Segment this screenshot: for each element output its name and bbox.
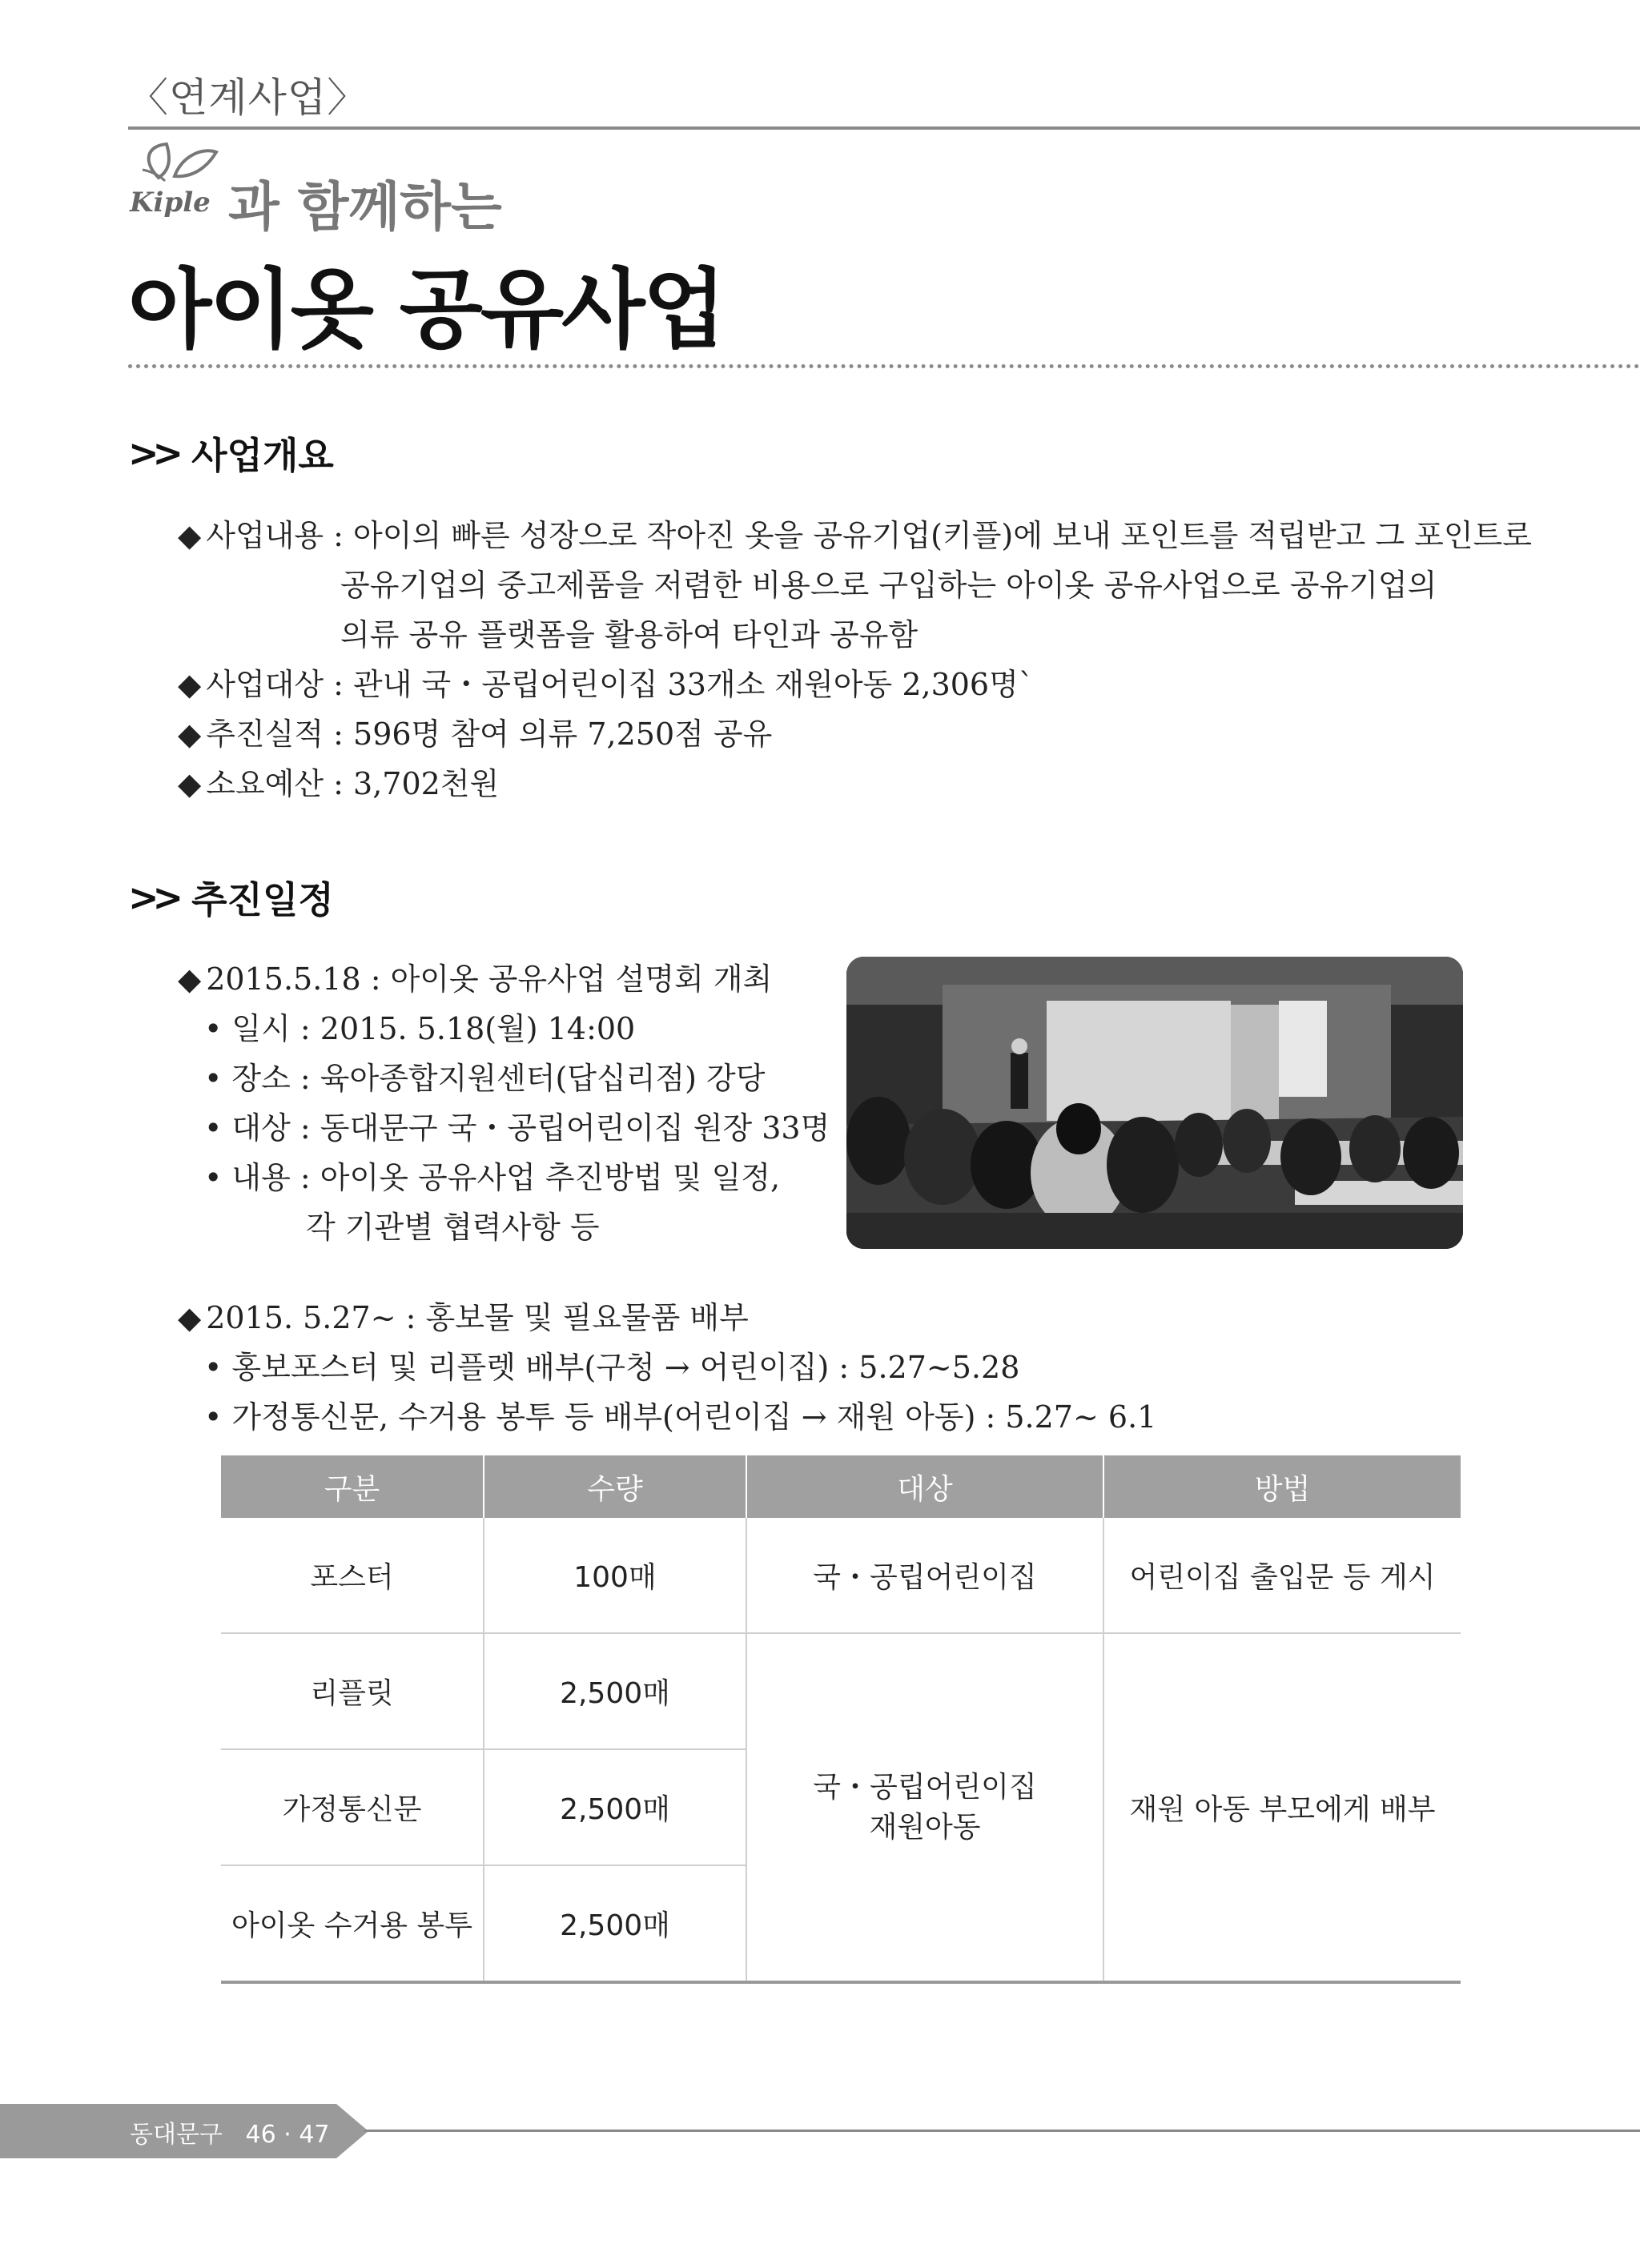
overview-item-target: ◆ 사업대상 : 관내 국・공립어린이집 33개소 재원아동 2,306명` bbox=[178, 667, 1034, 702]
dot-bullet-icon: • bbox=[204, 1110, 223, 1146]
table-header-row bbox=[221, 1455, 1461, 1518]
event1-title: ◆ 2015.5.18 : 아이옷 공유사업 설명회 개최 bbox=[178, 961, 773, 997]
diamond-bullet-icon: ◆ bbox=[178, 1300, 202, 1335]
overview-item-content: ◆ 사업내용 : 아이의 빠른 성장으로 작아진 옷을 공유기업(키플)에 보내 포인트를 적립받고 그 포인트로 bbox=[178, 518, 1532, 553]
diamond-bullet-icon: ◆ bbox=[178, 717, 202, 752]
event1-bullet: • 대상 : 동대문구 국・공립어린이집 원장 33명 bbox=[204, 1110, 830, 1146]
section-heading-schedule bbox=[128, 871, 334, 924]
dot-bullet-icon: • bbox=[204, 1399, 223, 1435]
dot-bullet-icon: • bbox=[204, 1160, 223, 1195]
column-header: 방법 bbox=[1103, 1455, 1461, 1518]
table-row bbox=[221, 1633, 1461, 1749]
table-cell: 100매 bbox=[484, 1518, 746, 1633]
section-heading-overview bbox=[128, 427, 334, 480]
page-title: 아이옷 공유사업 bbox=[128, 260, 724, 360]
table-cell-merged-target: 국・공립어린이집 재원아동 bbox=[746, 1633, 1103, 1982]
table-cell: 국・공립어린이집 bbox=[746, 1518, 1103, 1633]
table-cell: 2,500매 bbox=[484, 1749, 746, 1865]
overview-item-content-line3: 의류 공유 플랫폼을 활용하여 타인과 공유함 bbox=[340, 617, 918, 652]
svg-text:Kiple: Kiple bbox=[130, 187, 211, 219]
footer-divider bbox=[364, 2130, 1640, 2132]
table-row bbox=[221, 1518, 1461, 1633]
event1-bullet: • 장소 : 육아종합지원센터(답십리점) 강당 bbox=[204, 1061, 766, 1096]
column-header: 구분 bbox=[221, 1455, 484, 1518]
overview-item-content-line2: 공유기업의 중고제품을 저렴한 비용으로 구입하는 아이옷 공유사업으로 공유기업의 bbox=[340, 568, 1437, 603]
column-header: 수량 bbox=[484, 1455, 746, 1518]
event1-bullet: • 내용 : 아이옷 공유사업 추진방법 및 일정, bbox=[204, 1160, 781, 1195]
table-cell: 가정통신문 bbox=[221, 1749, 484, 1865]
table-cell: 아이옷 수거용 봉투 bbox=[221, 1865, 484, 1982]
section-title: 사업개요 bbox=[191, 434, 334, 477]
dot-bullet-icon: • bbox=[204, 1061, 223, 1096]
event2-bullet: • 가정통신문, 수거용 봉투 등 배부(어린이집 → 재원 아동) : 5.27~ 6.1 bbox=[204, 1399, 1157, 1435]
category-label: 〈연계사업〉 bbox=[128, 74, 368, 121]
dot-bullet-icon: • bbox=[204, 1350, 223, 1385]
footer-page-label: 동대문구 46 · 47 bbox=[130, 2121, 330, 2149]
table-cell: 어린이집 출입문 등 게시 bbox=[1103, 1518, 1461, 1633]
top-divider bbox=[128, 126, 1640, 130]
dot-bullet-icon: • bbox=[204, 1011, 223, 1046]
table-cell-merged-method: 재원 아동 부모에게 배부 bbox=[1103, 1633, 1461, 1982]
event2-bullet: • 홍보포스터 및 리플렛 배부(구청 → 어린이집) : 5.27~5.28 bbox=[204, 1350, 1020, 1385]
double-chevron-icon: >> bbox=[128, 432, 178, 475]
subtitle: 과 함께하는 bbox=[228, 176, 502, 238]
overview-item-budget: ◆ 소요예산 : 3,702천원 bbox=[178, 766, 500, 801]
table-cell: 2,500매 bbox=[484, 1865, 746, 1982]
diamond-bullet-icon: ◆ bbox=[178, 766, 202, 801]
diamond-bullet-icon: ◆ bbox=[178, 518, 202, 553]
table-cell: 리플릿 bbox=[221, 1633, 484, 1749]
double-chevron-icon: >> bbox=[128, 876, 178, 919]
column-header: 대상 bbox=[746, 1455, 1103, 1518]
distribution-table bbox=[221, 1455, 1461, 1984]
diamond-bullet-icon: ◆ bbox=[178, 961, 202, 997]
event1-bullet-continuation: 각 기관별 협력사항 등 bbox=[306, 1210, 600, 1245]
kiple-logo bbox=[127, 138, 231, 226]
diamond-bullet-icon: ◆ bbox=[178, 667, 202, 702]
section-title: 추진일정 bbox=[191, 878, 334, 921]
event1-bullet: • 일시 : 2015. 5.18(월) 14:00 bbox=[204, 1011, 636, 1046]
dotted-divider bbox=[128, 364, 1640, 368]
table-cell: 2,500매 bbox=[484, 1633, 746, 1749]
table-cell: 포스터 bbox=[310, 1561, 394, 1594]
event2-title: ◆ 2015. 5.27~ : 홍보물 및 필요물품 배부 bbox=[178, 1300, 749, 1335]
overview-item-results: ◆ 추진실적 : 596명 참여 의류 7,250점 공유 bbox=[178, 717, 773, 752]
briefing-session-photo bbox=[846, 957, 1463, 1249]
